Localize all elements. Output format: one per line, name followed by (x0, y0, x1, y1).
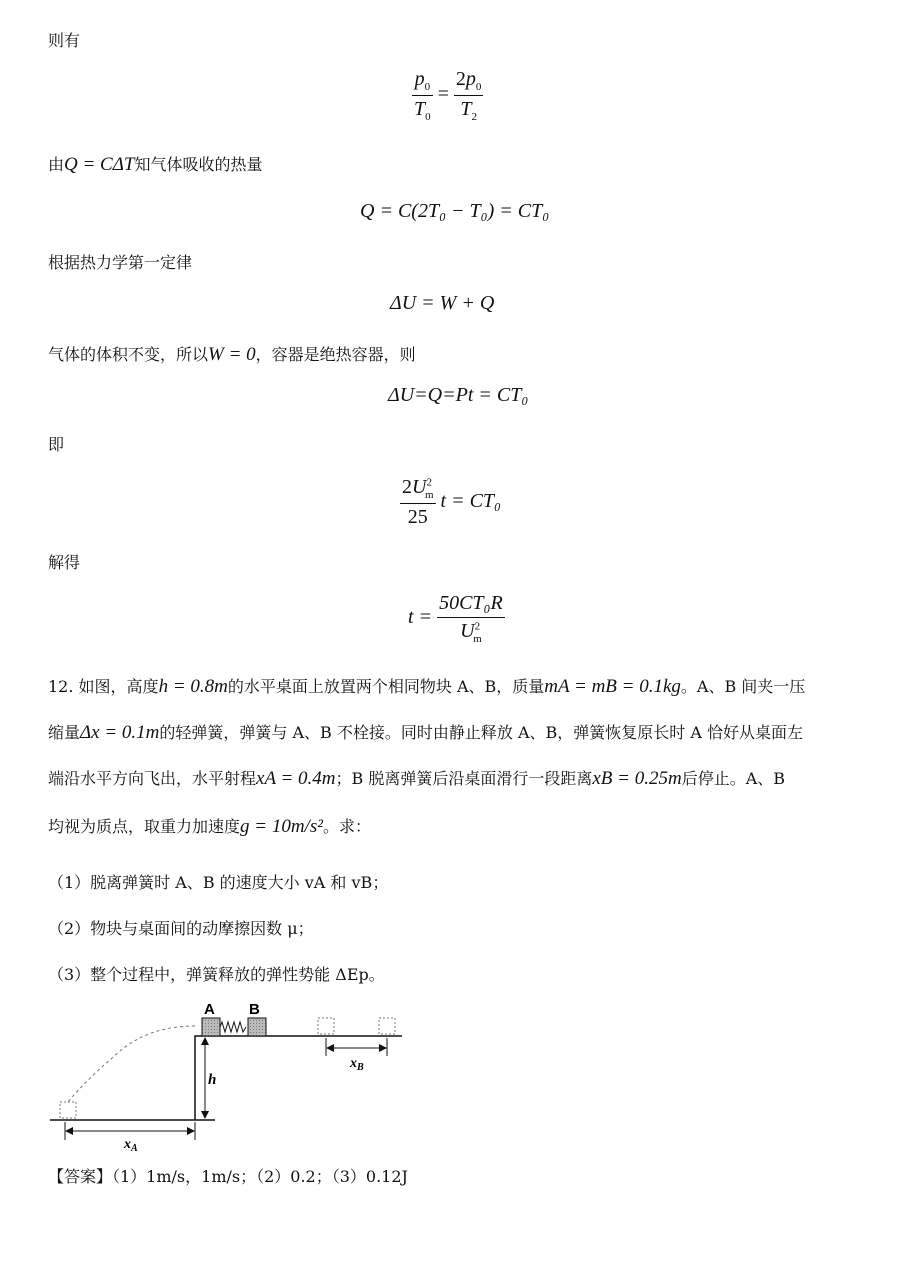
equation-6: t = $\frac{\text{50CT₀R}}{U^2_m}$ (408, 592, 503, 645)
first-law-text: 根据热力学第一定律 (48, 253, 193, 272)
landing-block (60, 1102, 76, 1118)
solve-text: 解得 (48, 553, 81, 572)
label-b: B (249, 1001, 260, 1018)
q-formula: Q = CΔT (64, 154, 135, 175)
ie-text: 即 (48, 435, 65, 454)
volume-text: 气体的体积不变，所以W = 0，容器是绝热容器，则 (48, 344, 416, 365)
question-1: （1）脱离弹簧时 A、B 的速度大小 vA 和 vB； (48, 873, 389, 892)
then-have-text: 则有 (48, 31, 81, 50)
problem-line-2: 缩量Δx = 0.1m的轻弹簧，弹簧与 A、B 不栓接。同时由静止释放 A、B，弹簧恢复原长时 A 恰好从桌面左 (48, 722, 804, 743)
problem-line-4: 均视为质点，取重力加速度g = 10m/s²。求： (48, 816, 371, 837)
problem-line-3: 端沿水平方向飞出，水平射程xA = 0.4m；B 脱离弹簧后沿桌面滑行一段距离xB = 0.25m后停止。A、B (48, 768, 786, 789)
equation-5: $\frac{2U^2_m}{25}$ t = CT₀ (402, 476, 501, 528)
label-xa: $x_A$ (124, 1137, 138, 1154)
trajectory-curve (68, 1026, 195, 1102)
equation-2: Q = C(2T₀ − T₀) = CT₀ (360, 200, 550, 222)
answer-text: 【答案】（1）1m/s，1m/s；（2）0.2；（3）0.12J (48, 1167, 408, 1186)
equation-3: ΔU = W + Q (390, 292, 495, 314)
block-a (202, 1018, 220, 1036)
spring (220, 1022, 246, 1032)
problem-line-1: 12. 如图，高度h = 0.8m的水平桌面上放置两个相同物块 A、B，质量mA = mB = 0.1kg。A、B 间夹一压 (48, 676, 806, 697)
question-3: （3）整个过程中，弹簧释放的弹性势能 ΔEp。 (48, 965, 385, 984)
problem-figure (40, 996, 420, 1156)
block-b-ghost-2 (379, 1018, 395, 1034)
label-xb: $x_B$ (350, 1056, 364, 1073)
block-b-ghost-1 (318, 1018, 334, 1034)
by-q-text: 由Q = CΔT知气体吸收的热量 (48, 154, 263, 175)
block-b (248, 1018, 266, 1036)
equation-4: ΔU=Q=Pt = CT₀ (388, 384, 529, 406)
question-2: （2）物块与桌面间的动摩擦因数 μ； (48, 919, 314, 938)
label-h: h (208, 1072, 217, 1088)
table-edge (195, 1036, 402, 1120)
label-a: A (204, 1001, 215, 1018)
equation-1: $\frac{p_0}{T_0}$ = $\frac{2p_0}{T_2}$ (414, 68, 482, 123)
